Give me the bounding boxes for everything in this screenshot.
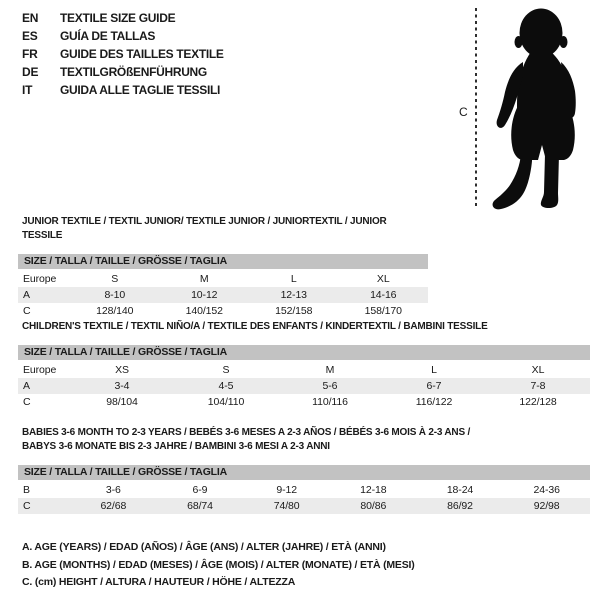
row-label: C — [23, 305, 31, 317]
size-header-bar: SIZE / TALLA / TAILLE / GRÖSSE / TAGLIA — [18, 254, 428, 269]
junior-table-title: JUNIOR TEXTILE / TEXTIL JUNIOR/ TEXTILE JUNIOR / JUNIORTEXTIL / JUNIOR TESSILE — [22, 216, 387, 241]
age-cell: 18-24 — [446, 484, 474, 496]
age-cell: 4-5 — [218, 380, 234, 392]
size-cell: S — [222, 364, 230, 376]
height-cell: 98/104 — [106, 396, 138, 408]
height-cell: 92/98 — [533, 500, 560, 512]
legend-line-b: B. AGE (MONTHS) / EDAD (MESES) / ÂGE (MOIS) / ALTER (MONATE) / ETÀ (MESI) — [22, 558, 415, 571]
age-cell: 12-18 — [360, 484, 387, 496]
babies-table-title-line1: BABIES 3-6 MONTH TO 2-3 YEARS / BEBÉS 3-6 MESES A 2-3 AÑOS / BÉBÉS 3-6 MOIS À 2-3 ANS / — [22, 427, 471, 438]
age-cell: 10-12 — [191, 289, 218, 301]
height-cell: 152/158 — [275, 305, 313, 317]
size-cell: M — [325, 364, 335, 376]
age-cell: 12-13 — [280, 289, 307, 301]
language-row-fr — [22, 45, 224, 63]
children-table-title: CHILDREN'S TEXTILE / TEXTIL NIÑO/A / TEXTILE DES ENFANTS / KINDERTEXTIL / BAMBINI TESSILE — [22, 321, 488, 332]
height-cell: 104/110 — [207, 396, 245, 408]
height-cell: 122/128 — [519, 396, 557, 408]
language-row-de — [22, 63, 224, 81]
row-label: C — [23, 500, 31, 512]
language-title: GUIDA ALLE TAGLIE TESSILI — [60, 83, 221, 97]
baby-silhouette-icon — [487, 4, 599, 210]
language-row-en — [22, 9, 224, 27]
size-cell: XS — [115, 364, 129, 376]
size-header-bar: SIZE / TALLA / TAILLE / GRÖSSE / TAGLIA — [18, 345, 590, 360]
height-cell: 74/80 — [273, 500, 300, 512]
language-title: GUIDE DES TAILLES TEXTILE — [60, 47, 224, 61]
height-dashed-line — [475, 8, 477, 207]
language-code: ES — [22, 29, 38, 43]
height-cell: 140/152 — [185, 305, 223, 317]
age-cell: 7-8 — [530, 380, 546, 392]
size-cell: XL — [531, 364, 545, 376]
height-cell: 86/92 — [447, 500, 473, 512]
height-cell: 68/74 — [187, 500, 213, 512]
age-cell: 3-6 — [105, 484, 121, 496]
size-cell: S — [111, 273, 119, 285]
age-cell: 9-12 — [276, 484, 297, 496]
height-cell: 116/122 — [415, 396, 453, 408]
legend — [18, 539, 415, 592]
age-cell: 14-16 — [370, 289, 397, 301]
legend-line-c: C. (cm) HEIGHT / ALTURA / HAUTEUR / HÖHE / ALTEZZA — [22, 576, 296, 588]
height-cell: 158/170 — [364, 305, 402, 317]
age-cell: 6-7 — [426, 380, 442, 392]
size-cell: L — [431, 364, 437, 376]
row-label: A — [23, 289, 30, 301]
size-header-bar: SIZE / TALLA / TAILLE / GRÖSSE / TAGLIA — [18, 465, 590, 480]
age-cell: 8-10 — [104, 289, 126, 301]
language-code: IT — [22, 83, 33, 97]
row-label: Europe — [23, 364, 57, 376]
table-row — [18, 378, 590, 394]
language-title: TEXTILE SIZE GUIDE — [60, 11, 176, 25]
size-cell: M — [199, 273, 209, 285]
table-row — [18, 287, 428, 303]
language-title: GUÍA DE TALLAS — [60, 29, 156, 43]
table-row — [18, 362, 590, 378]
age-cell: 6-9 — [192, 484, 208, 496]
height-c-label: C — [459, 105, 468, 119]
age-cell: 3-4 — [114, 380, 130, 392]
row-label: C — [23, 396, 31, 408]
language-row-es — [22, 27, 224, 45]
language-title: TEXTILGRÖßENFÜHRUNG — [60, 65, 207, 79]
size-cell: L — [290, 273, 297, 285]
babies-table-section — [18, 426, 590, 514]
row-label: Europe — [23, 273, 57, 285]
height-cell: 62/68 — [100, 500, 127, 512]
height-cell: 80/86 — [360, 500, 387, 512]
table-row — [18, 303, 428, 319]
children-table-section — [18, 320, 590, 410]
row-label: A — [23, 380, 30, 392]
legend-line-a: A. AGE (YEARS) / EDAD (AÑOS) / ÂGE (ANS) / ALTER (JAHRE) / ETÀ (ANNI) — [22, 541, 386, 553]
table-row — [18, 482, 590, 498]
height-cell: 110/116 — [312, 396, 348, 408]
table-row — [18, 271, 428, 287]
age-cell: 24-36 — [533, 484, 560, 496]
height-cell: 128/140 — [96, 305, 134, 317]
junior-table-section — [18, 215, 428, 319]
language-list — [22, 9, 224, 99]
language-code: FR — [22, 47, 38, 61]
language-row-it — [22, 81, 224, 99]
table-row — [18, 394, 590, 410]
size-cell: XL — [376, 273, 390, 285]
row-label: B — [23, 484, 30, 496]
table-row — [18, 498, 590, 514]
age-cell: 5-6 — [322, 380, 338, 392]
babies-table-title-line2: BABYS 3-6 MONATE BIS 2-3 JAHRE / BAMBINI 3-6 MESI A 2-3 ANNI — [22, 441, 330, 452]
language-code: EN — [22, 11, 39, 25]
language-code: DE — [22, 65, 39, 79]
